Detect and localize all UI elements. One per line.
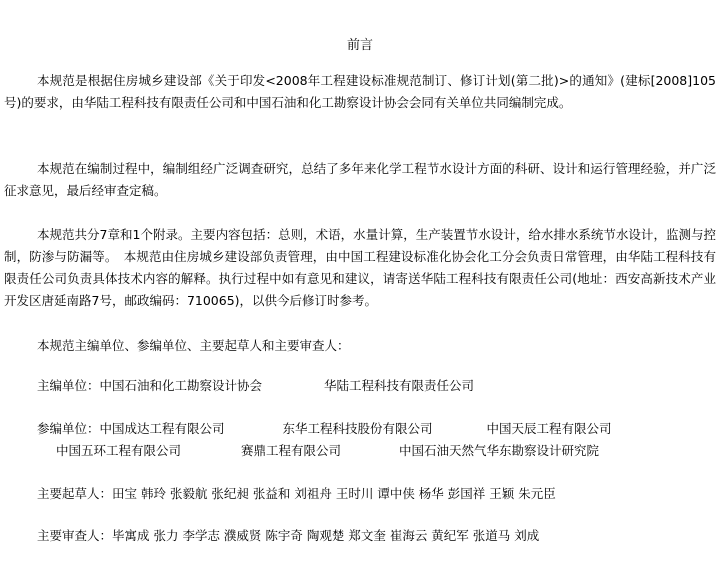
participating-unit-5: 赛鼎工程有限公司 <box>241 443 342 458</box>
paragraph-units-intro: 本规范主编单位、参编单位、主要起草人和主要审查人： <box>37 338 350 353</box>
page-title: 前言 <box>346 38 373 53</box>
reviewers-label: 主要审查人： <box>37 528 113 543</box>
chief-unit-2: 华陆工程科技有限责任公司 <box>324 378 475 393</box>
chief-units-line <box>37 376 474 396</box>
participating-unit-1: 中国成达工程有限公司 <box>99 421 225 436</box>
paragraph-basis: 本规范是根据住房城乡建设部《关于印发<2008年工程建设标准规范制订、修订计划(第二批)>的通知》(建标[2008]105号)的要求，由华陆工程科技有限责任公司和中国石油和化工勘察设计协会会同有关单位共同编制完成。 <box>4 73 716 110</box>
drafters-label: 主要起草人： <box>37 486 113 501</box>
participating-unit-3: 中国天辰工程有限公司 <box>486 421 612 436</box>
participating-units-line-2 <box>56 441 599 461</box>
chief-units-label: 主编单位： <box>37 378 100 393</box>
paragraph-compilation: 本规范在编制过程中，编制组经广泛调查研究，总结了多年来化学工程节水设计方面的科研、设计和运行管理经验，并广泛征求意见，最后经审查定稿。 <box>4 161 716 198</box>
participating-units-line-1 <box>37 419 612 439</box>
participating-unit-6: 中国石油天然气华东勘察设计研究院 <box>399 443 600 458</box>
reviewers-names: 毕寓成 张力 李学志 濮威贤 陈宇奇 陶观楚 郑文奎 崔海云 黄纪军 张道马 刘成 <box>112 528 540 543</box>
participating-unit-4: 中国五环工程有限公司 <box>56 443 182 458</box>
participating-units-label: 参编单位： <box>37 421 100 436</box>
participating-unit-2: 东华工程科技股份有限公司 <box>282 421 433 436</box>
paragraph-contents-management: 本规范共分7章和1个附录。主要内容包括：总则，术语，水量计算，生产装置节水设计，给水排水系统节水设计，监测与控制，防渗与防漏等。 本规范由住房城乡建设部负责管理，由中国工程建设标准化协会化工分会负责日常管理，由华陆工程科技有限责任公司负责具体技术内容的解释。执行过程中如有意见和建议，请寄送华陆工程科技有限责任公司(地址：西安高新技术产业开发区唐延南路7号，邮政编码：710065)，以供今后修订时参考。 <box>4 227 716 308</box>
drafters-names: 田宝 韩玲 张毅航 张纪昶 张益和 刘祖舟 王时川 谭中侠 杨华 彭国祥 王颖 朱元臣 <box>112 486 556 501</box>
reviewers-line <box>37 526 539 546</box>
drafters-line <box>37 484 556 504</box>
chief-unit-1: 中国石油和化工勘察设计协会 <box>99 378 263 393</box>
